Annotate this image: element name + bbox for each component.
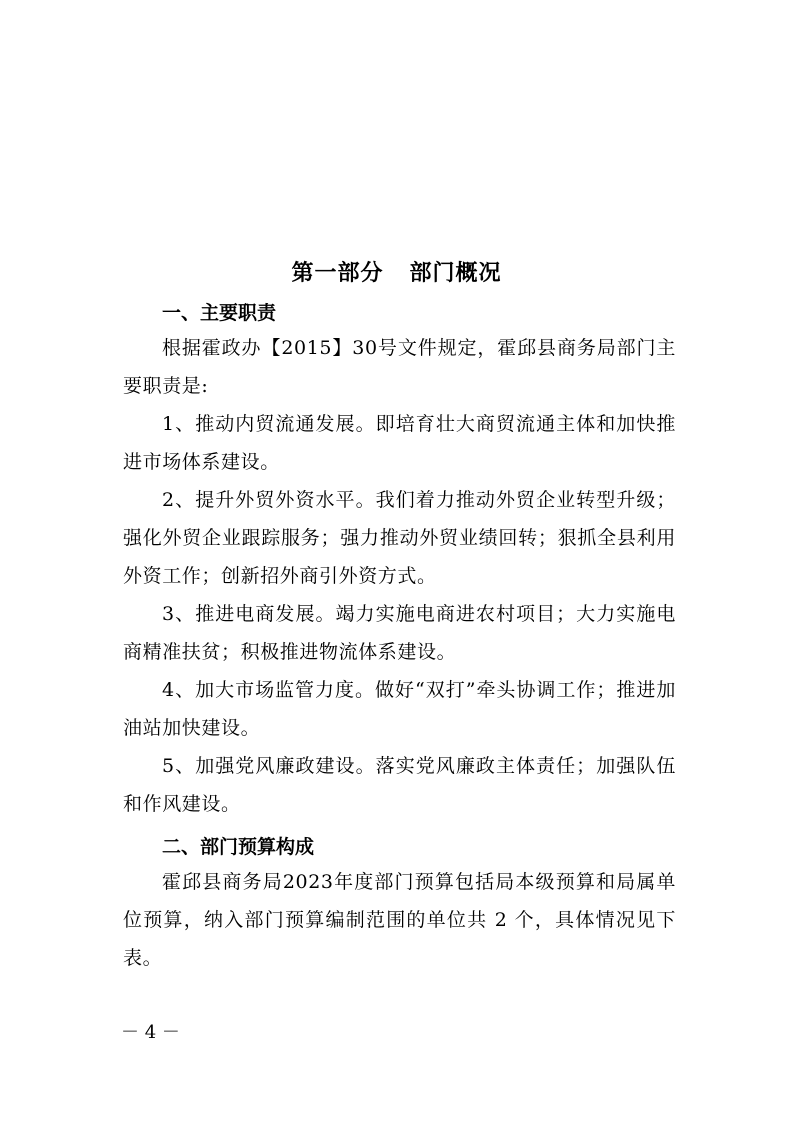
paragraph-duty-3: 3、推进电商发展。竭力实施电商进农村项目；大力实施电商精准扶贫；积极推进物流体系建设。 xyxy=(123,603,676,663)
paragraph-duties-intro: 根据霍政办【2015】30号文件规定，霍邱县商务局部门主要职责是: xyxy=(123,337,676,397)
paragraph-duty-5: 5、加强党风廉政建设。落实党风廉政主体责任；加强队伍和作风建设。 xyxy=(123,755,676,815)
section-title-part: 第一部分 xyxy=(291,261,384,286)
heading-main-duties: 一、主要职责 xyxy=(162,302,277,324)
paragraph-duty-4: 4、加大市场监管力度。做好“双打”牵头协调工作；推进加油站加快建设。 xyxy=(123,679,676,739)
heading-budget-composition: 二、部门预算构成 xyxy=(162,836,315,858)
page-number: － 4 － xyxy=(121,1022,180,1043)
paragraph-duty-2: 2、提升外贸外资水平。我们着力推动外贸企业转型升级；强化外贸企业跟踪服务；强力推动外贸业绩回转；狠抓全县利用外资工作；创新招外商引外资方式。 xyxy=(123,489,676,587)
paragraph-duty-1: 1、推动内贸流通发展。即培育壮大商贸流通主体和加快推进市场体系建设。 xyxy=(123,413,676,473)
section-title xyxy=(0,256,793,287)
paragraph-budget: 霍邱县商务局2023年度部门预算包括局本级预算和局属单位预算，纳入部门预算编制范围的单位共 2 个，具体情况见下表。 xyxy=(123,871,676,969)
section-title-name: 部门概况 xyxy=(409,261,502,286)
